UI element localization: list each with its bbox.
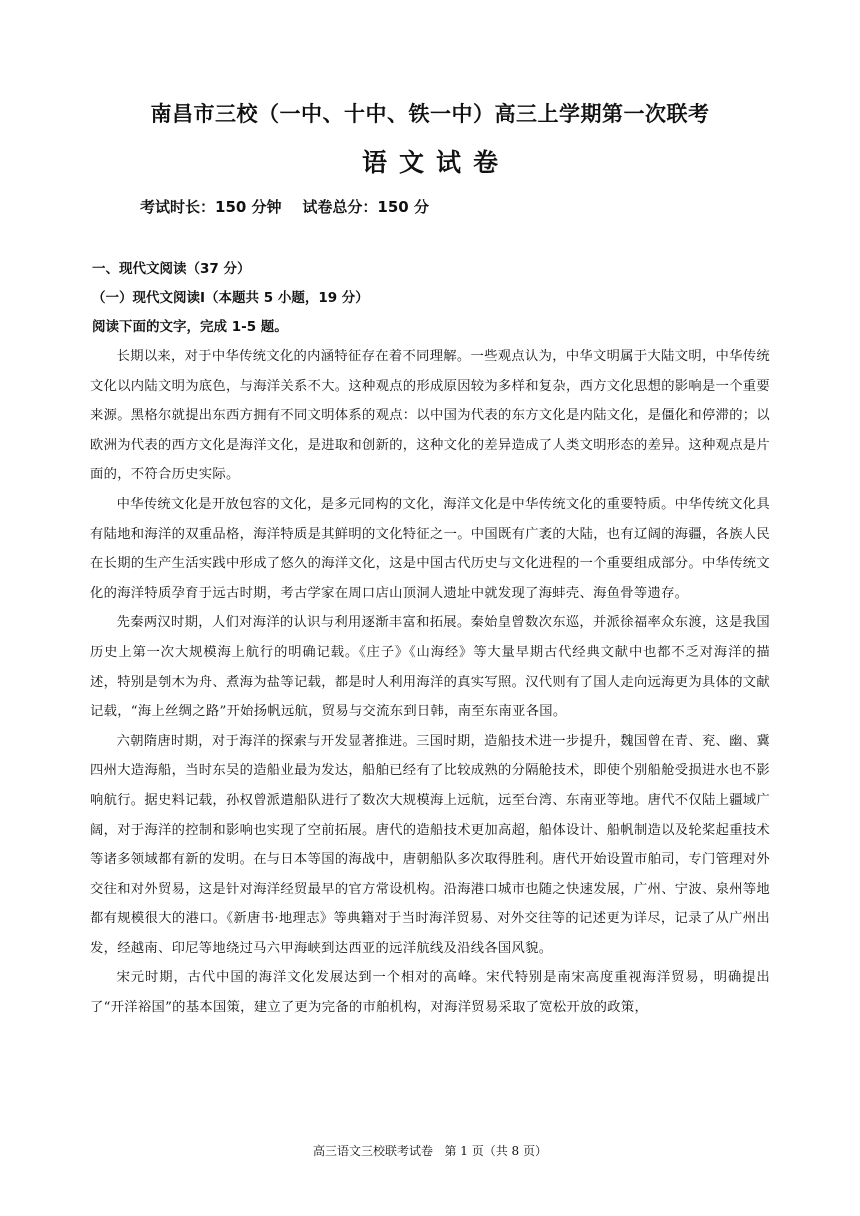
subpart-heading: （一）现代文阅读Ⅰ（本题共 5 小题，19 分）	[92, 290, 369, 306]
part-heading: 一、现代文阅读（37 分）	[92, 261, 251, 277]
exam-subtitle: 语文试卷	[361, 148, 510, 177]
passage-paragraph: 长期以来，对于中华传统文化的内涵特征存在着不同理解。一些观点认为，中华文明属于大陆文明，中华传统文化以内陆文明为底色，与海洋关系不大。这种观点的形成原因较为多样和复杂，西方文化思想的影响是一个重要来源。黑格尔就提出东西方拥有不同文明体系的观点：以中国为代表的东方文化是内陆文化，是僵化和停滞的；以欧洲为代表的西方文化是海洋文化，是进取和创新的，这种文化的差异造成了人类文明形态的差异。这种观点是片面的，不符合历史实际。	[90, 349, 770, 483]
page-footer: 高三语文三校联考试卷 第 1 页（共 8 页）	[313, 1144, 547, 1158]
reading-passage	[90, 342, 770, 1023]
exam-info: 考试时长：150 分钟 试卷总分：150 分	[140, 198, 429, 216]
passage-paragraph: 六朝隋唐时期，对于海洋的探索与开发显著推进。三国时期，造船技术进一步提升，魏国曾在青、兖、幽、冀四州大造海船，当时东吴的造船业最为发达，船舶已经有了比较成熟的分隔舱技术，即使个别船舱受损进水也不影响航行。据史料记载，孙权曾派遣船队进行了数次大规模海上远航，远至台湾、东南亚等地。唐代不仅陆上疆域广阔，对于海洋的控制和影响也实现了空前拓展。唐代的造船技术更加高超，船体设计、船帆制造以及轮桨起重技术等诸多领域都有新的发明。在与日本等国的海战中，唐朝船队多次取得胜利。唐代开始设置市舶司，专门管理对外交往和对外贸易，这是针对海洋经贸最早的官方常设机构。沿海港口城市也随之快速发展，广州、宁波、泉州等地都有规模很大的港口。《新唐书·地理志》等典籍对于当时海洋贸易、对外交往等的记述更为详尽，记录了从广州出发，经越南、印尼等地绕过马六甲海峡到达西亚的远洋航线及沿线各国风貌。	[90, 733, 770, 956]
reading-instruction: 阅读下面的文字，完成 1-5 题。	[92, 319, 288, 335]
exam-title: 南昌市三校（一中、十中、铁一中）高三上学期第一次联考	[150, 102, 710, 126]
passage-paragraph: 宋元时期，古代中国的海洋文化发展达到一个相对的高峰。宋代特别是南宋高度重视海洋贸易，明确提出了“开洋裕国”的基本国策，建立了更为完备的市舶机构，对海洋贸易采取了宽松开放的政策，	[90, 970, 770, 1016]
passage-paragraph: 中华传统文化是开放包容的文化，是多元同构的文化，海洋文化是中华传统文化的重要特质。中华传统文化具有陆地和海洋的双重品格，海洋特质是其鲜明的文化特征之一。中国既有广袤的大陆，也有辽阔的海疆，各族人民在长期的生产生活实践中形成了悠久的海洋文化，这是中国古代历史与文化进程的一个重要组成部分。中华传统文化的海洋特质孕育于远古时期，考古学家在周口店山顶洞人遗址中就发现了海蚌壳、海鱼骨等遗存。	[90, 496, 770, 601]
passage-paragraph: 先秦两汉时期，人们对海洋的认识与利用逐渐丰富和拓展。秦始皇曾数次东巡，并派徐福率众东渡，这是我国历史上第一次大规模海上航行的明确记载。《庄子》《山海经》等大量早期古代经典文献中也都不乏对海洋的描述，特别是刳木为舟、煮海为盐等记载，都是时人利用海洋的真实写照。汉代则有了国人走向远海更为具体的文献记载，“海上丝绸之路”开始扬帆远航，贸易与交流东到日韩，南至东南亚各国。	[90, 615, 770, 720]
